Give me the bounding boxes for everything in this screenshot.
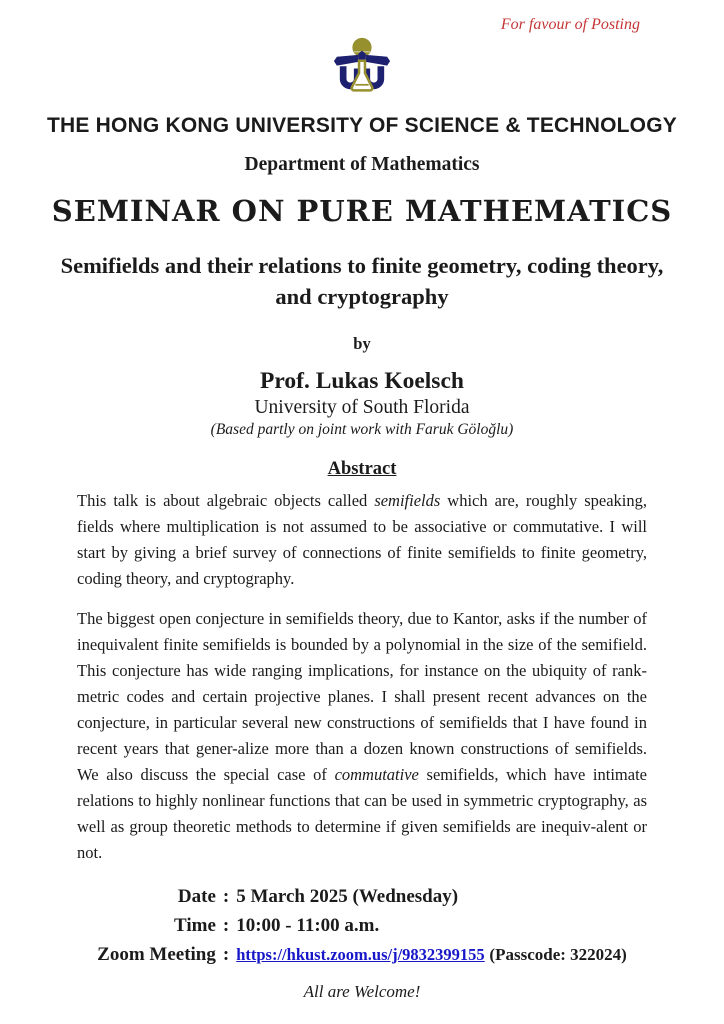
paragraph-text: This talk is about algebraic objects called (77, 491, 375, 511)
hkust-logo-icon (325, 36, 399, 104)
speaker-affiliation: University of South Florida (254, 397, 470, 419)
time-value: 10:00 - 11:00 a.m. (236, 915, 380, 937)
date-value: 5 March 2025 (Wednesday) (236, 886, 459, 908)
department-name: Department of Mathematics (244, 154, 480, 175)
hkust-logo (0, 36, 724, 104)
posting-note: For favour of Posting (500, 16, 640, 33)
date-colon: : (222, 886, 230, 908)
paragraph-text: The biggest open conjecture in semifields theory, due to Kantor, asks if the number of inequivalent finite semifields is bounded by a polynomial in the size of the semifield. This conjecture has wide ranging implications, for instance on the ubiquity of rank-metric codes and certain projective planes. I shall present recent advances on the conjecture, in particular several new constructions of semifields that I have found in recent years that gener-alize more than a dozen known constructions of semifields. We also discuss the special case of (77, 609, 647, 785)
joint-work-note: (Based partly on joint work with Faruk Göloğlu) (210, 421, 514, 439)
by-label: by (353, 334, 371, 354)
emphasized-term: commutative (334, 765, 419, 785)
paragraph-text: which are, roughly speaking, fields where multiplication is not assumed to be associative or commutative. I will start by giving a brief survey of connections of finite semifields to finite geometry, coding theory, and cryptography. (77, 491, 647, 589)
time-colon: : (222, 915, 230, 937)
zoom-meeting-label: Zoom Meeting (97, 944, 216, 966)
emphasized-term: semifields (374, 491, 441, 511)
abstract-paragraph-1 (77, 488, 647, 592)
speaker-name: Prof. Lukas Koelsch (260, 368, 464, 395)
event-details (0, 886, 724, 966)
abstract-heading: Abstract (327, 459, 397, 480)
zoom-meeting-link[interactable]: https://hkust.zoom.us/j/9832399155 (236, 945, 485, 965)
welcome-message: All are Welcome! (303, 982, 421, 1002)
university-name: THE HONG KONG UNIVERSITY OF SCIENCE & TECHNOLOGY (47, 114, 677, 137)
time-label: Time (174, 915, 216, 937)
talk-title: Semifields and their relations to finite geometry, coding theory, and cryptography (60, 253, 664, 310)
zoom-colon: : (222, 944, 230, 966)
paragraph-text: semifields, which have intimate relations to highly nonlinear functions that can be used in symmetric cryptography, as well as group theoretic methods to determine if given semifields are inequiv-alent or not. (77, 765, 648, 863)
seminar-series-title: SEMINAR ON PURE MATHEMATICS (51, 194, 673, 228)
date-label: Date (177, 886, 216, 908)
abstract-paragraph-2 (77, 606, 647, 866)
zoom-meeting-value (236, 944, 627, 966)
zoom-passcode: (Passcode: 322024) (489, 945, 627, 965)
